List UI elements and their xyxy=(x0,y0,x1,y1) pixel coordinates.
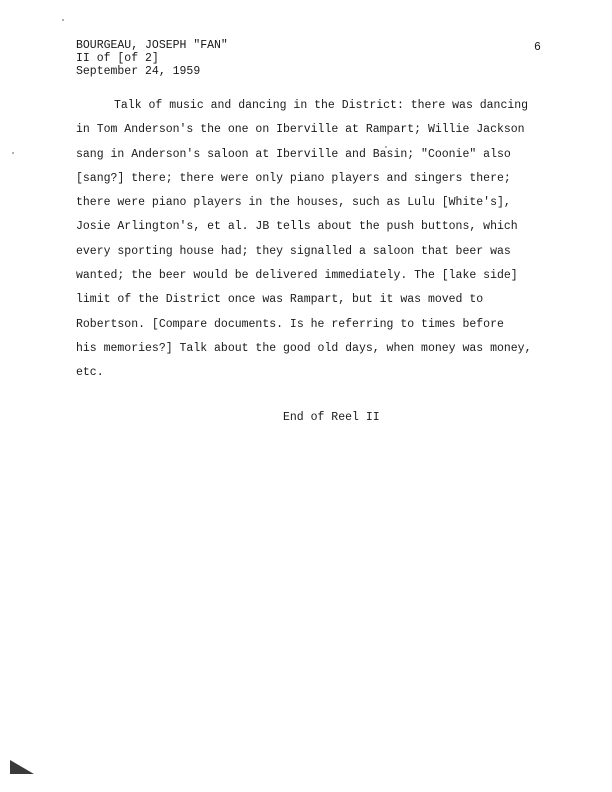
transcript-line: Josie Arlington's, et al. JB tells about the push buttons, which xyxy=(76,220,518,234)
transcript-line: in Tom Anderson's the one on Iberville at Rampart; Willie Jackson xyxy=(76,123,525,137)
scan-speck xyxy=(12,152,14,154)
interview-date: September 24, 1959 xyxy=(76,65,201,78)
corner-fold-mark xyxy=(10,760,34,774)
transcript-body xyxy=(76,99,556,391)
transcript-line: [sang?] there; there were only piano players and singers there; xyxy=(76,171,511,185)
transcript-line: wanted; the beer would be delivered immediately. The [lake side] xyxy=(76,269,518,283)
transcript-line: there were piano players in the houses, such as Lulu [White's], xyxy=(76,196,511,210)
transcript-line: sang in Anderson's saloon at Iberville and Basin; "Coonie" also xyxy=(76,147,511,161)
transcript-line: his memories?] Talk about the good old days, when money was money, xyxy=(76,341,532,355)
page-number: 6 xyxy=(534,41,541,54)
document-header xyxy=(76,39,228,78)
reel-info: II of [of 2] xyxy=(76,52,159,65)
transcript-line: etc. xyxy=(76,366,104,380)
transcript-line: every sporting house had; they signalled a saloon that beer was xyxy=(76,244,511,258)
scan-speck xyxy=(62,19,64,21)
interviewee-name: BOURGEAU, JOSEPH "FAN" xyxy=(76,39,228,52)
scan-speck xyxy=(385,146,387,148)
transcript-line: Robertson. [Compare documents. Is he referring to times before xyxy=(76,317,504,331)
transcript-line: Talk of music and dancing in the District: there was dancing xyxy=(114,99,529,112)
end-of-reel-note: End of Reel II xyxy=(283,411,380,424)
transcript-line: limit of the District once was Rampart, but it was moved to xyxy=(76,293,484,307)
